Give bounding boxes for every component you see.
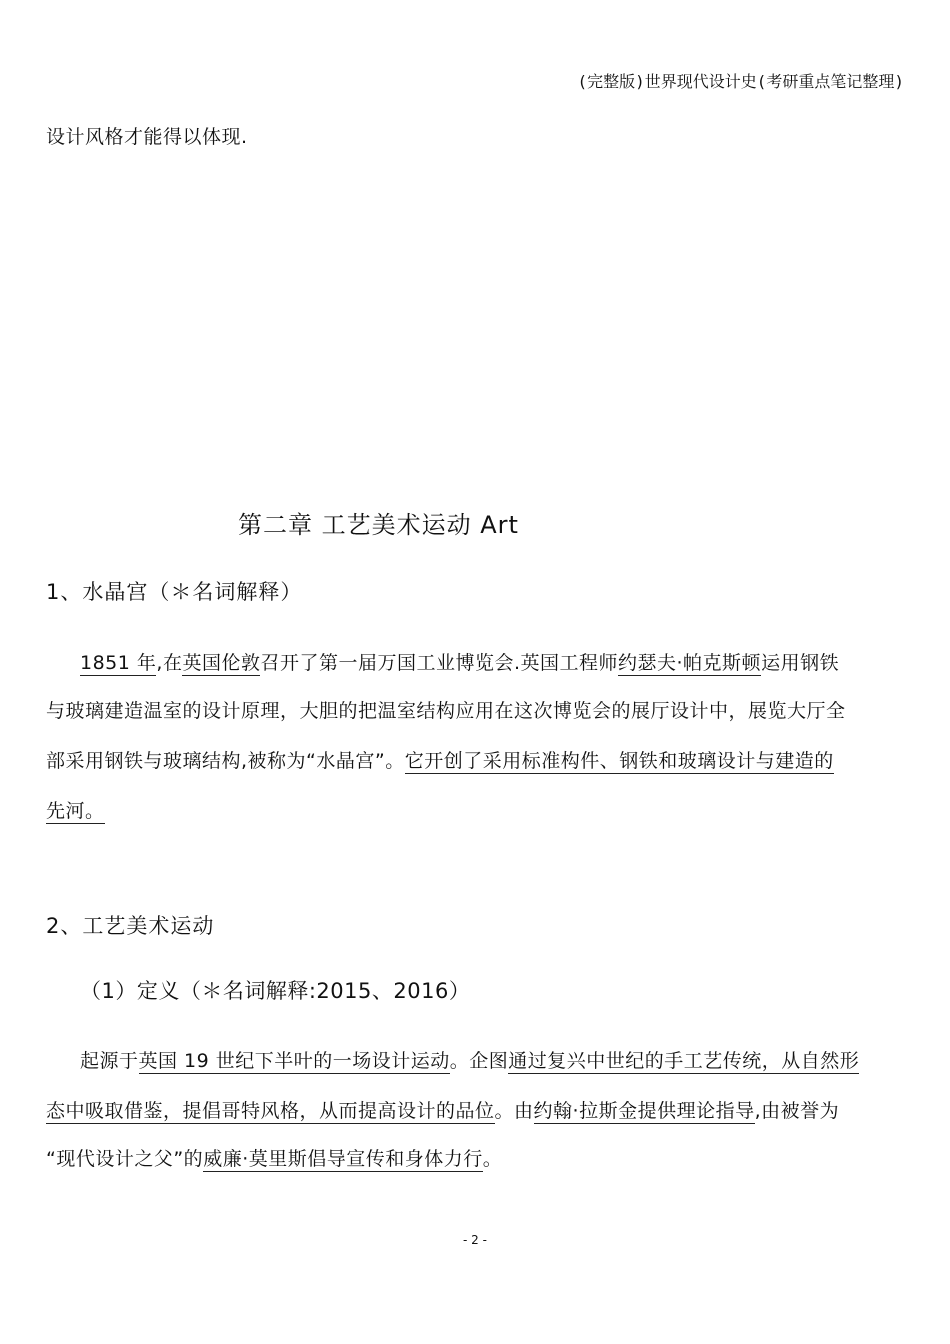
underlined-place: 英国伦敦 (182, 652, 261, 674)
intro-line: 设计风格才能得以体现. (46, 126, 248, 148)
text-run: 。企图 (449, 1050, 509, 1072)
underlined-person: 约瑟夫·帕克斯顿 (618, 652, 762, 674)
text-run: “现代设计之父”的 (46, 1148, 204, 1170)
section-heading-arts-crafts: 2、工艺美术运动 (46, 914, 215, 938)
paragraph-line (46, 796, 105, 823)
text-run: ,由被誉为 (754, 1100, 840, 1122)
running-header: (完整版)世界现代设计史(考研重点笔记整理) (577, 72, 904, 91)
paragraph-line (46, 746, 834, 773)
underlined-year: 1851 年 (80, 652, 157, 674)
paragraph-line (46, 1144, 502, 1171)
paragraph-line (80, 648, 839, 675)
page-number: - 2 - (463, 1233, 487, 1247)
paragraph-line (46, 1096, 839, 1123)
underlined-aim: 通过复兴中世纪的手工艺传统，从自然形 (508, 1050, 860, 1072)
text-run: 。由 (494, 1100, 534, 1122)
text-run: 召开了第一届万国工业博览会.英国工程师 (260, 652, 619, 674)
underlined-ruskin: 约翰·拉斯金提供理论指导 (533, 1100, 755, 1122)
underlined-significance: 它开创了采用标准构件、钢铁和玻璃设计与建造的 (404, 750, 834, 772)
section-heading-crystal-palace: 1、水晶宫（＊名词解释） (46, 580, 303, 604)
text-run: ,在 (156, 652, 183, 674)
text-run: 运用钢铁 (761, 652, 840, 674)
underlined-aim-cont: 态中吸取借鉴，提倡哥特风格，从而提高设计的品位 (46, 1100, 495, 1122)
underlined-text: 先河。 (46, 800, 105, 822)
underlined-origin: 英国 19 世纪下半叶的一场设计运动 (138, 1050, 450, 1072)
chapter-title: 第二章 工艺美术运动 Art (238, 511, 519, 539)
text-run: 起源于 (80, 1050, 139, 1072)
paragraph-line: 与玻璃建造温室的设计原理，大胆的把温室结构应用在这次博览会的展厅设计中，展览大厅全 (46, 700, 846, 722)
text-run: 部采用钢铁与玻璃结构,被称为“水晶宫”。 (46, 750, 405, 772)
underlined-morris: 威廉·莫里斯倡导宣传和身体力行 (203, 1148, 483, 1170)
paragraph-line (80, 1046, 859, 1073)
subsection-heading-definition: （1）定义（＊名词解释:2015、2016） (80, 979, 471, 1003)
text-run: 。 (482, 1148, 503, 1170)
